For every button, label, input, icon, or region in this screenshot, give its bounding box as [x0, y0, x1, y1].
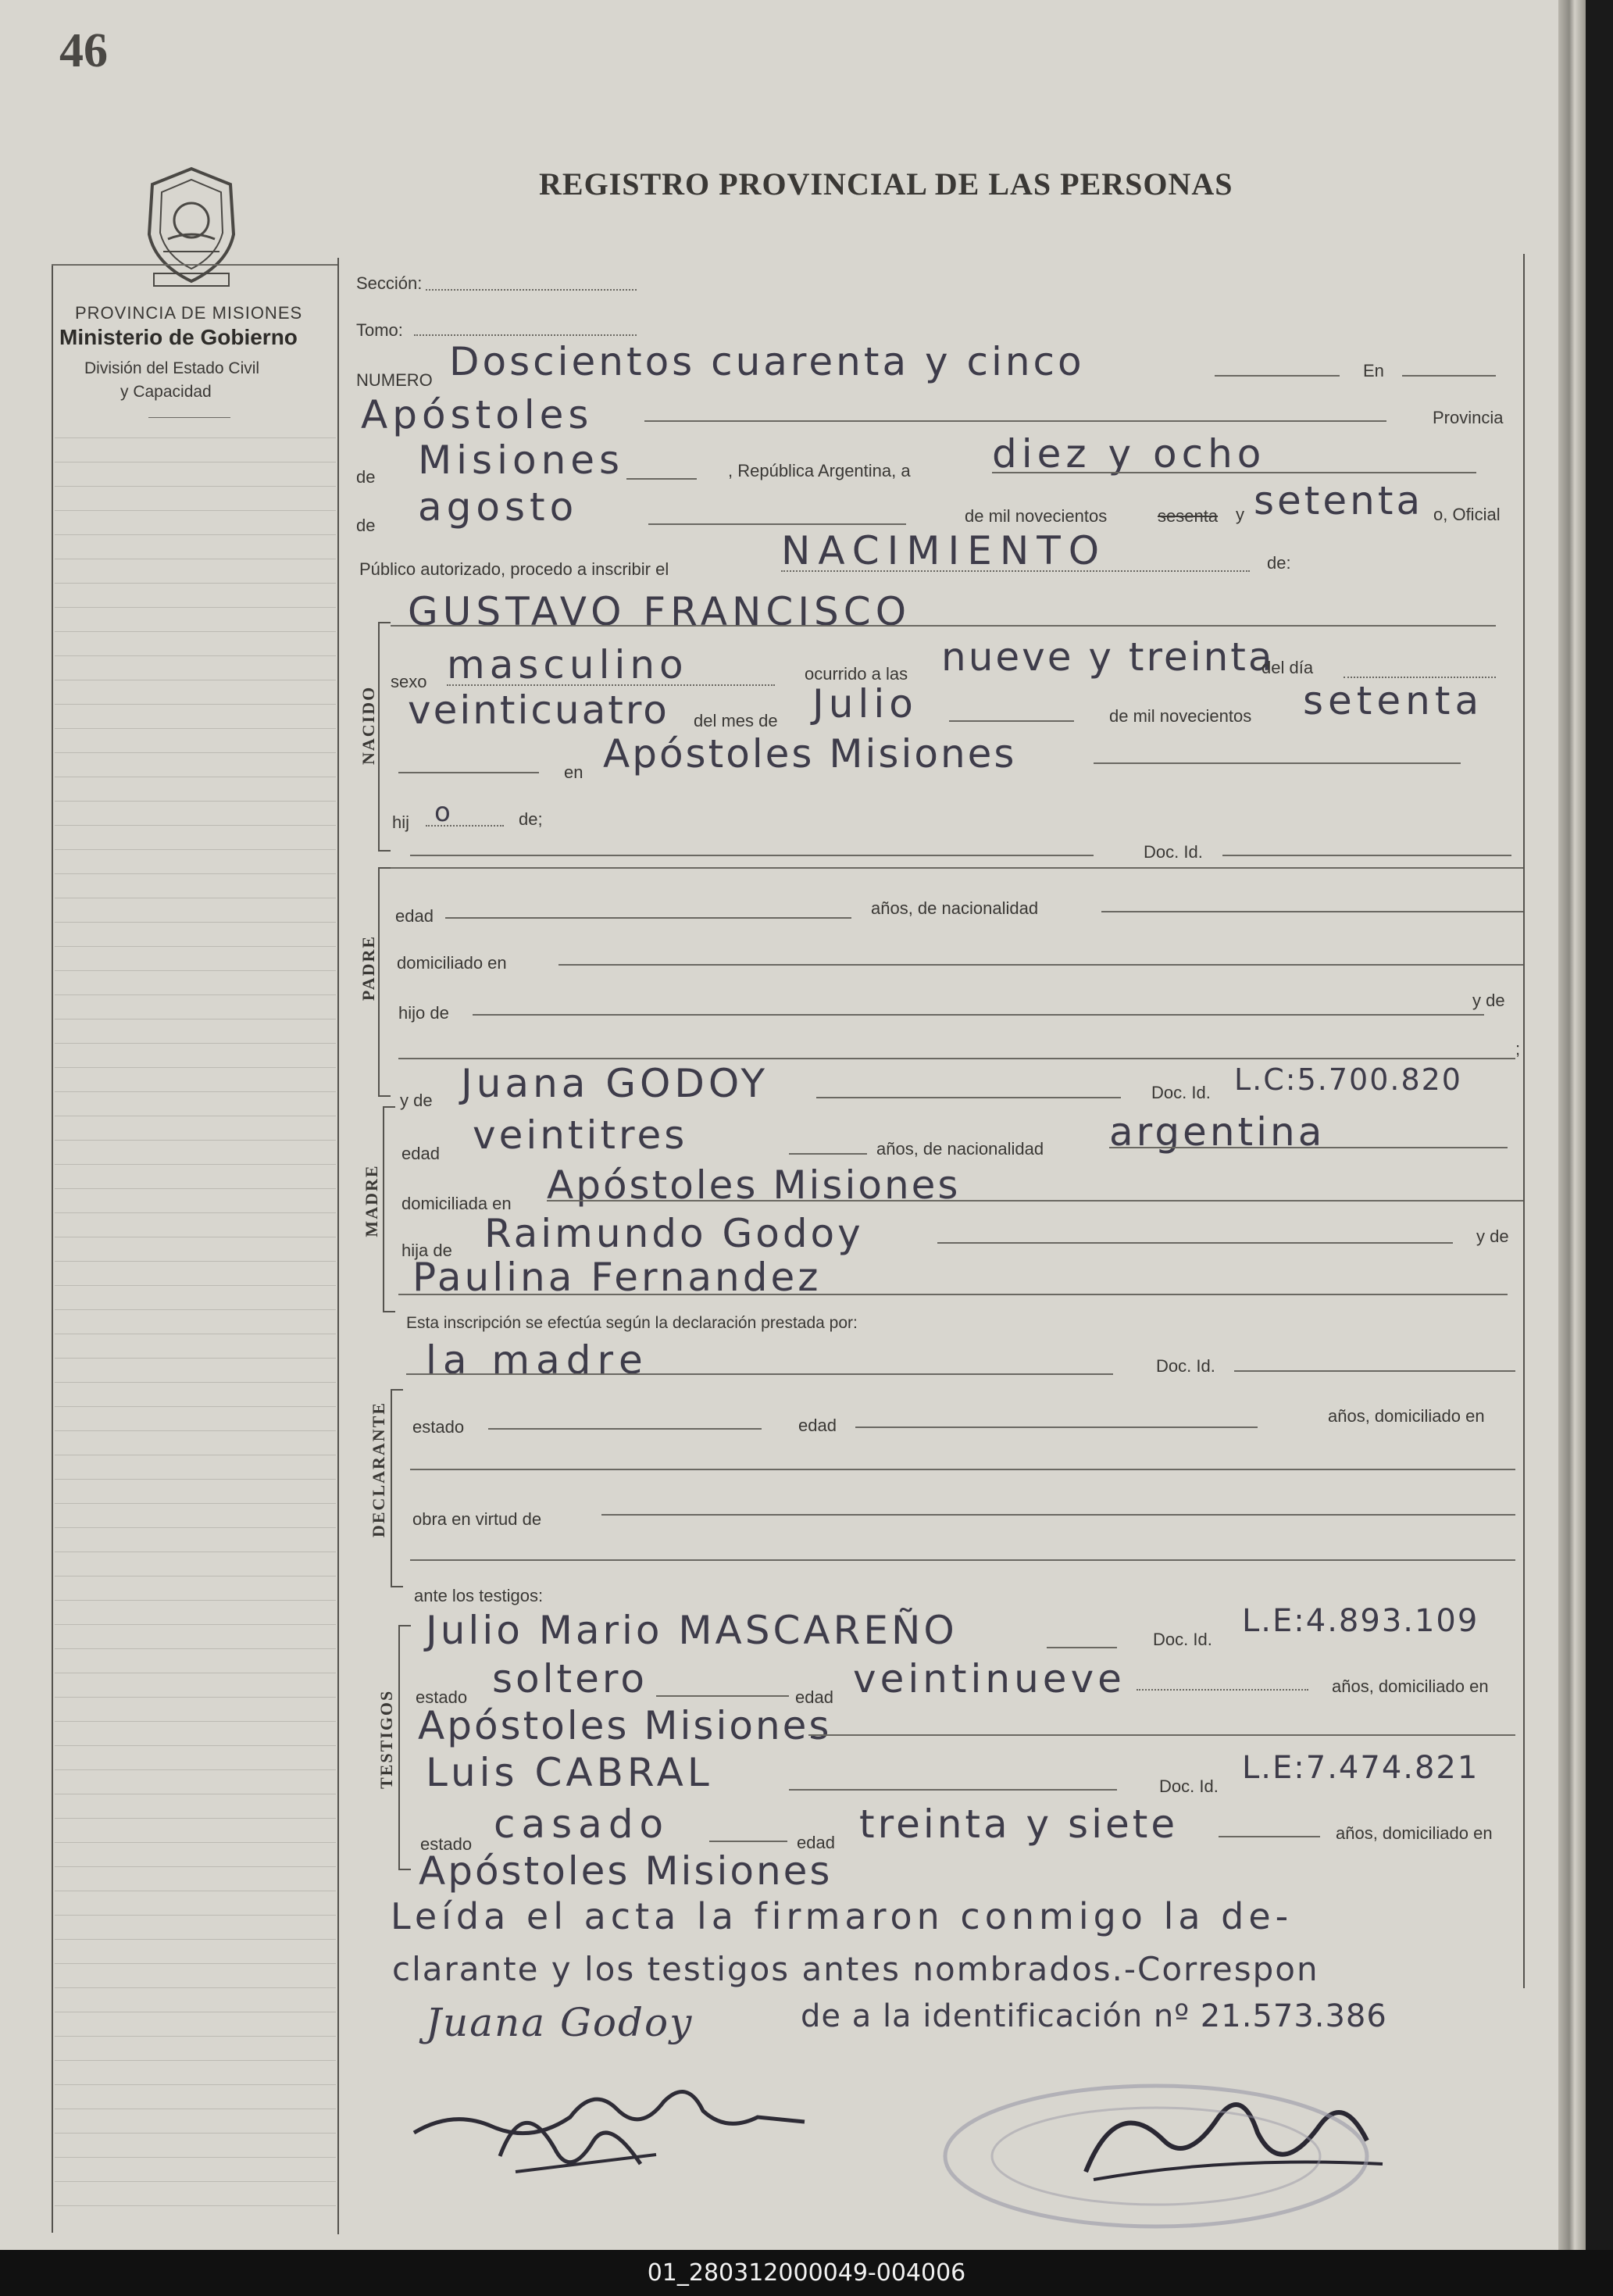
hw-sexo: masculino	[447, 642, 688, 687]
margin-rule-line	[55, 486, 336, 487]
margin-rule-line	[55, 607, 336, 608]
label-hija-de: hija de	[401, 1241, 452, 1260]
declarante-edad-line	[855, 1427, 1258, 1428]
margin-rule-line	[55, 1406, 336, 1407]
label-doc-id-padre: Doc. Id.	[1144, 842, 1203, 862]
testigo2-edad-line	[1219, 1836, 1320, 1837]
margin-rule-line	[55, 510, 336, 511]
margin-rule-line	[55, 1551, 336, 1552]
margin-rule-line	[55, 1939, 336, 1940]
margin-rule-line	[55, 2036, 336, 2037]
label-anos-dom-declarante: años, domiciliado en	[1328, 1406, 1485, 1426]
margin-rule-line	[55, 1430, 336, 1431]
section-padre: PADRE	[359, 934, 378, 1002]
numero-line	[1215, 375, 1340, 377]
label-doc-id-t2: Doc. Id.	[1159, 1776, 1219, 1796]
label-del-mes: del mes de	[694, 711, 778, 730]
margin-rule-line	[55, 2060, 336, 2061]
obra-extra-line	[410, 1559, 1515, 1561]
declarante-doc-line	[1234, 1370, 1515, 1372]
footer-image-id: 01_280312000049-004006	[647, 2259, 966, 2287]
label-seccion: Sección:	[356, 273, 423, 293]
hw-acto: NACIMIENTO	[781, 528, 1108, 573]
margin-rule-line	[55, 1164, 336, 1165]
label-doc-id-declarante: Doc. Id.	[1156, 1356, 1215, 1376]
obra-line	[601, 1514, 1515, 1516]
declarante-line	[406, 1373, 1113, 1375]
hw-numero: Doscientos cuarenta y cinco	[449, 339, 1085, 384]
testigo2-line	[789, 1789, 1117, 1791]
hw-madre-padre: Raimundo Godoy	[484, 1211, 864, 1256]
margin-rule-line	[55, 534, 336, 535]
testigo1-edad-line	[1137, 1689, 1308, 1691]
org-underline	[148, 417, 230, 418]
madre-madre-line	[398, 1294, 1508, 1295]
hw-closing-3: de a la identificación nº 21.573.386	[801, 1998, 1387, 2034]
label-de-semi: de;	[519, 809, 543, 829]
label-estado-t1: estado	[416, 1687, 468, 1707]
margin-rule-line	[55, 994, 336, 995]
label-edad-t1: edad	[795, 1687, 833, 1707]
hw-testigo2-doc: L.E:7.474.821	[1242, 1750, 1479, 1786]
book-spine-edge	[1558, 0, 1586, 2250]
mes-line	[648, 523, 906, 525]
hw-closing-1: Leída el acta la firmaron conmigo la de-	[391, 1895, 1294, 1937]
margin-rule-line	[55, 1842, 336, 1843]
en-line	[1402, 375, 1496, 377]
margin-rule-line	[55, 1285, 336, 1286]
margin-rule-line	[55, 1963, 336, 1964]
label-en: En	[1363, 361, 1384, 380]
label-edad-declarante: edad	[798, 1416, 837, 1435]
testigo1-estado-line	[656, 1695, 789, 1697]
hw-ciudad: Apóstoles	[361, 392, 594, 437]
lugar-pre-line	[398, 772, 539, 773]
label-y-de-madre: y de	[400, 1091, 433, 1110]
seccion-line	[426, 289, 637, 291]
label-mil-nov-2: de mil novecientos	[1109, 706, 1252, 726]
org-division: División del Estado Civil	[84, 359, 260, 377]
hw-hora: nueve y treinta	[941, 634, 1275, 680]
padre-doc-line	[1222, 855, 1511, 856]
hw-madre-doc: L.C:5.700.820	[1234, 1062, 1462, 1097]
margin-rule-line	[55, 1067, 336, 1068]
margin-rule-line	[55, 437, 336, 438]
margin-rule-line	[55, 2181, 336, 2182]
declarante-dom-line	[410, 1469, 1515, 1470]
hw-testigo2-estado: casado	[494, 1801, 670, 1847]
padre-edad-line	[445, 917, 851, 919]
padre-hijo-line	[473, 1014, 1484, 1016]
hw-mes: agosto	[418, 484, 579, 530]
margin-rule-line	[55, 1309, 336, 1310]
label-edad-padre: edad	[395, 906, 434, 926]
margin-rule-line	[55, 1769, 336, 1770]
hw-lugar-nac: Apóstoles Misiones	[603, 731, 1017, 777]
hw-madre-nombre: Juana GODOY	[461, 1061, 769, 1106]
madre-padre-line	[937, 1242, 1453, 1244]
label-domiciliada: domiciliada en	[401, 1194, 512, 1213]
label-en-2: en	[564, 762, 583, 782]
madre-bracket	[383, 1106, 395, 1312]
margin-rule-line	[55, 1697, 336, 1698]
margin-rule-line	[55, 1212, 336, 1213]
page-number: 46	[59, 24, 108, 77]
hw-testigo1-edad: veintinueve	[853, 1656, 1126, 1701]
left-margin-border	[52, 264, 53, 2233]
dia-line	[992, 472, 1476, 473]
label-provincia: Provincia	[1433, 408, 1504, 427]
hw-testigo1-estado: soltero	[492, 1656, 648, 1701]
padre-bracket	[378, 867, 391, 1097]
label-numero: NUMERO	[356, 370, 433, 390]
org-province: PROVINCIA DE MISIONES	[75, 303, 303, 323]
padre-name-line	[410, 855, 1094, 856]
margin-rule-line	[55, 583, 336, 584]
margin-rule-line	[55, 2133, 336, 2134]
margin-rule-line	[55, 849, 336, 850]
hw-anio: setenta	[1254, 478, 1424, 523]
official-stamp-icon	[937, 2062, 1375, 2234]
signature-left-icon	[406, 2062, 812, 2187]
margin-rule-line	[55, 1188, 336, 1189]
label-obra: obra en virtud de	[412, 1509, 542, 1529]
label-republica: , República Argentina, a	[728, 461, 911, 480]
testigo1-dom-line	[808, 1734, 1515, 1736]
label-estado-declarante: estado	[412, 1417, 465, 1437]
label-de-1: de	[356, 467, 376, 487]
tomo-line	[414, 334, 637, 336]
right-border	[1523, 254, 1525, 1988]
label-anos-nac-madre: años, de nacionalidad	[876, 1139, 1044, 1159]
label-ante-testigos: ante los testigos:	[414, 1586, 544, 1605]
label-hij: hij	[392, 812, 410, 832]
hw-closing-2: clarante y los testigos antes nombrados.-Correspon	[392, 1950, 1319, 1988]
margin-rule-line	[55, 2084, 336, 2085]
section-testigos: TESTIGOS	[376, 1689, 396, 1789]
margin-rule-line	[55, 1745, 336, 1746]
margin-rule-line	[55, 1358, 336, 1359]
label-semicolon: ;	[1515, 1039, 1521, 1059]
padre-top-rule	[383, 867, 1523, 869]
label-domiciliado-padre: domiciliado en	[397, 953, 507, 973]
provincia-line	[626, 478, 697, 480]
margin-rule-line	[55, 1600, 336, 1601]
hw-testigo1-doc: L.E:4.893.109	[1242, 1603, 1479, 1639]
margin-rule-line	[55, 1261, 336, 1262]
inner-margin-border	[337, 258, 339, 2234]
label-publico: Público autorizado, procedo a inscribir el	[359, 559, 669, 579]
label-edad-madre: edad	[401, 1144, 440, 1163]
hw-provincia: Misiones	[418, 437, 625, 483]
padre-dom-line	[558, 964, 1523, 966]
margin-rule-line	[55, 728, 336, 729]
label-doc-id-t1: Doc. Id.	[1153, 1630, 1212, 1649]
label-anos-dom-t2: años, domiciliado en	[1336, 1823, 1493, 1843]
lugar-line	[1094, 762, 1461, 764]
acto-line	[781, 570, 1250, 572]
hw-declarante: la madre	[426, 1337, 649, 1383]
testigo1-line	[1047, 1647, 1117, 1648]
page-title: REGISTRO PROVINCIAL DE LAS PERSONAS	[539, 166, 1233, 202]
hw-anio-nac: setenta	[1303, 678, 1484, 723]
margin-rule-line	[55, 801, 336, 802]
label-doc-id-madre: Doc. Id.	[1151, 1083, 1211, 1102]
label-del-dia: del día	[1261, 658, 1314, 677]
margin-rule-line	[55, 1043, 336, 1044]
margin-rule-line	[55, 2205, 336, 2206]
hw-hijo-suffix: o	[434, 797, 452, 828]
hw-testigo2-edad: treinta y siete	[859, 1801, 1179, 1847]
org-capacidad: y Capacidad	[120, 383, 212, 401]
hw-nombre: GUSTAVO FRANCISCO	[408, 589, 912, 634]
margin-rule-line	[55, 1866, 336, 1867]
label-ocurrido: ocurrido a las	[805, 664, 908, 684]
label-de-colon: de:	[1267, 553, 1291, 573]
nacido-bracket	[378, 622, 391, 852]
margin-rule-line	[55, 1915, 336, 1916]
hw-madre-madre: Paulina Fernandez	[412, 1255, 822, 1300]
madre-dom-line	[547, 1200, 1523, 1202]
declarante-bracket	[391, 1389, 403, 1587]
hw-testigo1: Julio Mario MASCAREÑO	[426, 1608, 958, 1653]
label-anos-nac-padre: años, de nacionalidad	[871, 898, 1039, 918]
margin-rule-line	[55, 1987, 336, 1988]
margin-rule-line	[55, 2157, 336, 2158]
label-de-2: de	[356, 516, 376, 535]
madre-nombre-line	[816, 1097, 1121, 1098]
label-sexo: sexo	[391, 672, 427, 691]
label-y-de-madre2: y de	[1476, 1227, 1509, 1246]
hw-testigo2: Luis CABRAL	[426, 1750, 713, 1795]
label-y-small: y	[1236, 505, 1244, 524]
hw-madre-nac: argentina	[1109, 1109, 1326, 1155]
testigo2-estado-line	[709, 1841, 787, 1842]
hw-dia-nac: veinticuatro	[408, 687, 669, 733]
margin-rule-line	[55, 1721, 336, 1722]
margin-rule-line	[55, 1648, 336, 1649]
margin-rule-line	[55, 1818, 336, 1819]
margin-rule-line	[55, 631, 336, 632]
margin-rule-line	[55, 922, 336, 923]
margin-rule-line	[55, 1479, 336, 1480]
label-edad-t2: edad	[797, 1833, 835, 1852]
padre-nac-line	[1101, 911, 1523, 912]
hw-mes-nac: Julio	[812, 681, 918, 727]
madre-edad-line	[789, 1153, 867, 1155]
label-estado-t2: estado	[420, 1834, 473, 1854]
hw-dia: diez y ocho	[992, 431, 1266, 477]
label-sesenta: sesenta	[1158, 506, 1219, 526]
margin-rule-line	[55, 1140, 336, 1141]
margin-rule-line	[55, 1527, 336, 1528]
label-esta-inscripcion: Esta inscripción se efectúa según la declaración prestada por:	[406, 1314, 858, 1332]
hw-madre-dom: Apóstoles Misiones	[547, 1162, 961, 1208]
margin-rule-line	[55, 946, 336, 947]
label-hijo-de: hijo de	[398, 1003, 449, 1023]
nombre-line	[391, 625, 1496, 627]
mes-nac-line	[949, 720, 1074, 722]
hij-line	[426, 825, 504, 827]
provincial-seal-icon	[137, 164, 246, 289]
label-y-de-padre: y de	[1472, 991, 1505, 1010]
org-ministry: Ministerio de Gobierno	[59, 325, 298, 349]
hw-testigo1-dom: Apóstoles Misiones	[418, 1703, 832, 1748]
hw-madre-edad: veintitres	[473, 1112, 688, 1158]
madre-nac-line	[1109, 1147, 1508, 1148]
margin-rule-line	[55, 1503, 336, 1504]
label-anos-dom-t1: años, domiciliado en	[1332, 1676, 1489, 1696]
testigos-bracket	[398, 1625, 411, 1870]
section-madre: MADRE	[362, 1164, 381, 1237]
ciudad-line	[644, 420, 1386, 422]
margin-rule-line	[55, 704, 336, 705]
margin-rule-line	[55, 825, 336, 826]
margin-rule-line	[55, 1624, 336, 1625]
section-nacido: NACIDO	[359, 685, 378, 765]
declarante-estado-line	[488, 1428, 762, 1430]
margin-rule-line	[55, 1091, 336, 1092]
padre-extra-line	[398, 1058, 1515, 1059]
label-tomo: Tomo:	[356, 320, 403, 340]
margin-rule-line	[55, 873, 336, 874]
margin-top-border	[52, 264, 337, 266]
margin-rule-line	[55, 1382, 336, 1383]
sexo-line	[447, 684, 775, 686]
hw-closing-signature: Juana Godoy	[426, 2000, 694, 2045]
margin-rule-line	[55, 655, 336, 656]
label-oficial: o, Oficial	[1433, 505, 1501, 524]
margin-rule-line	[55, 752, 336, 753]
hw-testigo2-dom: Apóstoles Misiones	[419, 1848, 833, 1894]
margin-rule-line	[55, 970, 336, 971]
label-mil-nov: de mil novecientos	[965, 506, 1108, 526]
section-declarante: DECLARANTE	[369, 1401, 388, 1537]
